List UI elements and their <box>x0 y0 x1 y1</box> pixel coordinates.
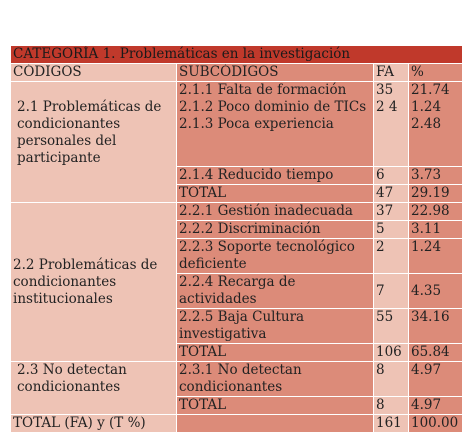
pct-value: 3.73 <box>409 167 463 185</box>
pct-value: 34.16 <box>409 309 463 344</box>
fa-value: 5 <box>374 221 409 239</box>
total-label: TOTAL <box>177 185 374 203</box>
header-pct: % <box>409 64 463 82</box>
total-label: TOTAL <box>177 397 374 415</box>
subcode-label: 2.1.4 Reducido tiempo <box>177 167 374 185</box>
fa-value: 37 <box>374 203 409 221</box>
title-row <box>11 46 463 64</box>
pct-cell <box>409 82 463 167</box>
total-fa: 106 <box>374 344 409 362</box>
fa-value: 2 4 <box>376 99 398 115</box>
pct-value: 3.11 <box>409 221 463 239</box>
total-pct: 29.19 <box>409 185 463 203</box>
subcode-label: 2.2.5 Baja Cultura investigativa <box>177 309 374 344</box>
total-fa: 47 <box>374 185 409 203</box>
pct-value: 4.35 <box>409 274 463 309</box>
code-label: 2.1 Problemáticas de condicionantes personales del participante <box>17 99 162 166</box>
subcode-label: 2.1.1 Falta de formación <box>179 82 347 98</box>
grand-total-label: TOTAL (FA) y (T %) <box>11 415 177 433</box>
subcode-label: 2.3.1 No detectan condicionantes <box>177 362 374 397</box>
subcode-label: 2.2.1 Gestión inadecuada <box>177 203 374 221</box>
fa-value: 2 <box>374 239 409 274</box>
table-row <box>11 82 463 167</box>
grand-total-pct: 100.00 <box>409 415 463 433</box>
subcode-label: 2.1.3 Poca experiencia <box>179 116 334 132</box>
fa-cell <box>374 82 409 167</box>
pct-value: 21.74 <box>411 82 450 98</box>
subcode-cell <box>177 82 374 167</box>
subcode-label: 2.2.2 Discriminación <box>177 221 374 239</box>
table-row <box>11 362 463 397</box>
total-label: TOTAL <box>177 344 374 362</box>
code-label: 2.2 Problemáticas de condicionantes institucionales <box>13 256 158 307</box>
total-pct: 4.97 <box>409 397 463 415</box>
subcode-label: 2.1.2 Poco dominio de TICs <box>179 99 367 115</box>
subcode-label: 2.2.3 Soporte tecnológico deficiente <box>177 239 374 274</box>
fa-value: 6 <box>374 167 409 185</box>
pct-value: 2.48 <box>411 116 442 132</box>
grand-total-empty <box>177 415 374 433</box>
pct-value: 1.24 <box>411 99 442 115</box>
frequency-table <box>10 45 463 433</box>
code-2-1 <box>11 82 177 203</box>
fa-value: 8 <box>374 362 409 397</box>
fa-value: 35 <box>376 82 394 98</box>
code-2-3 <box>11 362 177 415</box>
grand-total-fa: 161 <box>374 415 409 433</box>
grand-total-row <box>11 415 463 433</box>
header-row <box>11 64 463 82</box>
total-pct: 65.84 <box>409 344 463 362</box>
subcode-label: 2.2.4 Recarga de actividades <box>177 274 374 309</box>
code-label: 2.3 No detectan condicionantes <box>17 362 127 395</box>
total-fa: 8 <box>374 397 409 415</box>
pct-value: 4.97 <box>409 362 463 397</box>
header-codes: CÓDIGOS <box>11 64 177 82</box>
header-fa: FA <box>374 64 409 82</box>
table-title: CATEGORÍA 1. Problemáticas en la investigación <box>11 46 463 64</box>
pct-value: 22.98 <box>409 203 463 221</box>
header-subcodes: SUBCÓDIGOS <box>177 64 374 82</box>
fa-value: 7 <box>374 274 409 309</box>
pct-value: 1.24 <box>409 239 463 274</box>
fa-value: 55 <box>374 309 409 344</box>
table-row <box>11 203 463 221</box>
code-2-2 <box>11 203 177 362</box>
